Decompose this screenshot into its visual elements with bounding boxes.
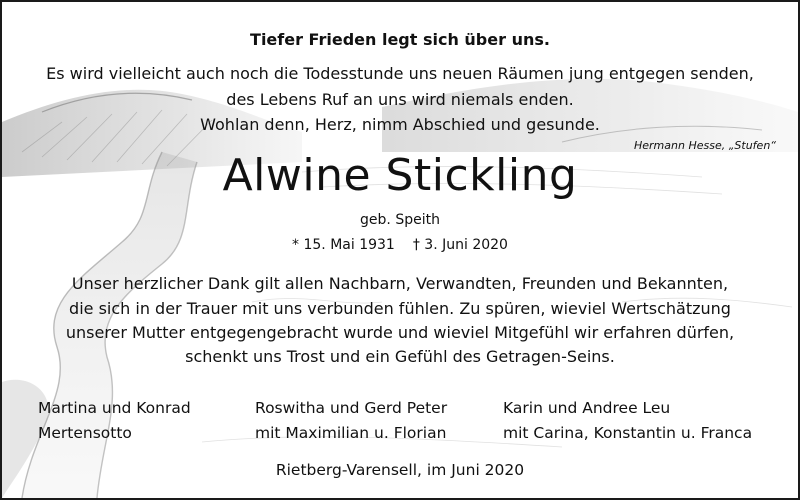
thanks-line-2: die sich in der Trauer mit uns verbunden fühlen. Zu spüren, wieviel Wertschätzung <box>69 299 731 318</box>
poem-line-2: des Lebens Ruf an uns wird niemals enden. <box>226 90 574 109</box>
family-group-2-line-2: mit Maximilian u. Florian <box>255 424 447 442</box>
family-group-1-line-1: Martina und Konrad <box>38 399 191 417</box>
thanks-line-1: Unser herzlicher Dank gilt allen Nachbarn, Verwandten, Freunden und Bekannten, <box>71 274 729 293</box>
family-group-2-line-1: Roswitha und Gerd Peter <box>255 399 448 417</box>
poem-attribution: Hermann Hesse, „Stufen“ <box>634 139 776 152</box>
family-group-1 <box>38 396 191 446</box>
poem-line-3: Wohlan denn, Herz, nimm Abschied und gesunde. <box>200 115 600 134</box>
family-group-3 <box>503 396 752 446</box>
place-and-date: Rietberg-Varensell, im Juni 2020 <box>275 461 525 479</box>
poem-line-1: Es wird vielleicht auch noch die Todesstunde uns neuen Räumen jung entgegen senden, <box>46 64 754 83</box>
thanks-line-3: unserer Mutter entgegengebracht wurde und wieviel Mitgefühl wir erfahren dürfen, <box>65 323 735 342</box>
thanks-line-4: schenkt uns Trost und ein Gefühl des Getragen-Seins. <box>185 347 615 366</box>
family-group-3-line-1: Karin und Andree Leu <box>503 399 671 417</box>
heading-text: Tiefer Frieden legt sich über uns. <box>250 30 550 49</box>
life-dates <box>2 237 798 253</box>
obituary-content <box>2 2 798 498</box>
birth-date: * 15. Mai 1931 <box>292 237 395 253</box>
deceased-name: Alwine Stickling <box>222 150 578 201</box>
death-date: † 3. Juni 2020 <box>412 237 508 253</box>
birth-name: geb. Speith <box>360 212 440 228</box>
family-group-2 <box>255 396 447 446</box>
family-group-3-line-2: mit Carina, Konstantin u. Franca <box>503 424 753 442</box>
family-group-1-line-2: Mertensotto <box>38 424 132 442</box>
